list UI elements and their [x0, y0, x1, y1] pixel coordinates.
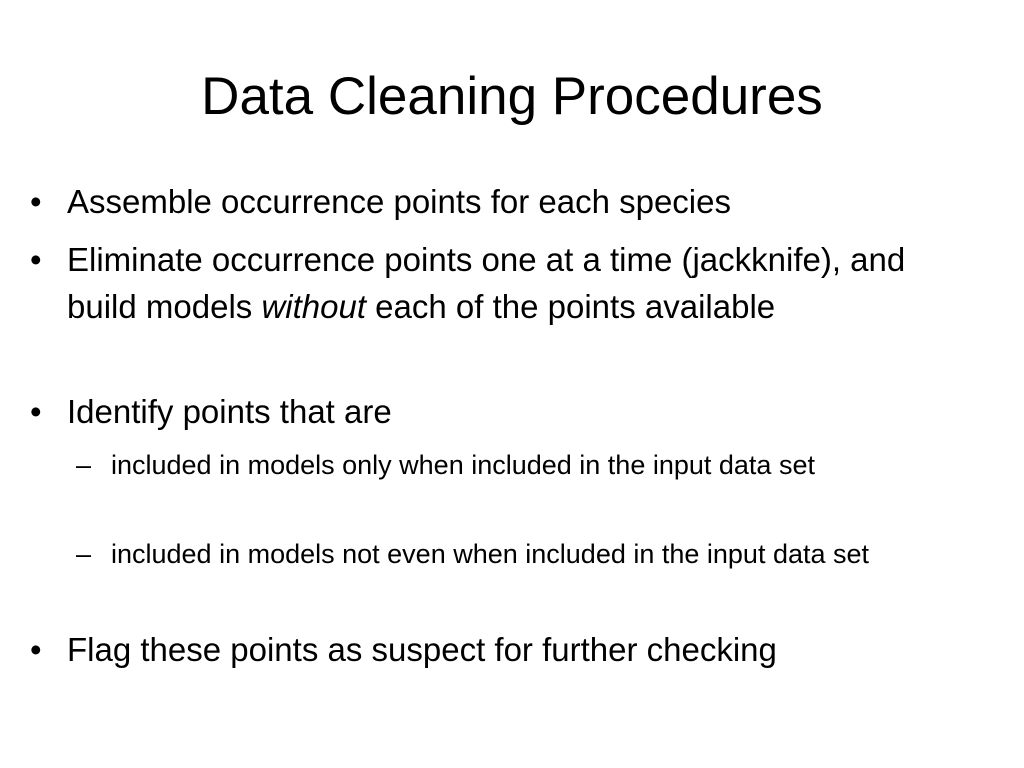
bullet-text-part: Eliminate occurrence points one at a time (jackknife), and build models: [67, 241, 906, 325]
bullet-text: Flag these points as suspect for further checking: [67, 631, 777, 668]
bullet-text: Identify points that are: [67, 393, 392, 430]
bullet-marker: •: [30, 631, 42, 668]
bullet-text: [67, 236, 947, 330]
bullet-text: Assemble occurrence points for each species: [67, 183, 731, 220]
sub-bullet-text: included in models only when included in the input data set: [111, 450, 815, 480]
bullet-emphasis: without: [261, 288, 367, 325]
sub-bullet-text: included in models not even when included in the input data set: [111, 539, 870, 569]
bullet-item: [30, 236, 990, 330]
sub-bullet-item: [76, 534, 976, 574]
bullet-marker: •: [30, 183, 42, 220]
bullet-item: [30, 388, 990, 435]
bullet-text-part: each of the points available: [366, 288, 776, 325]
bullet-marker: •: [30, 393, 42, 430]
bullet-item: [30, 178, 990, 225]
slide-title: Data Cleaning Procedures: [201, 67, 823, 126]
bullet-marker: •: [30, 241, 42, 278]
bullet-item: [30, 626, 990, 673]
sub-bullet-marker: –: [76, 450, 92, 480]
sub-bullet-marker: –: [76, 539, 92, 569]
sub-bullet-item: [76, 445, 976, 485]
